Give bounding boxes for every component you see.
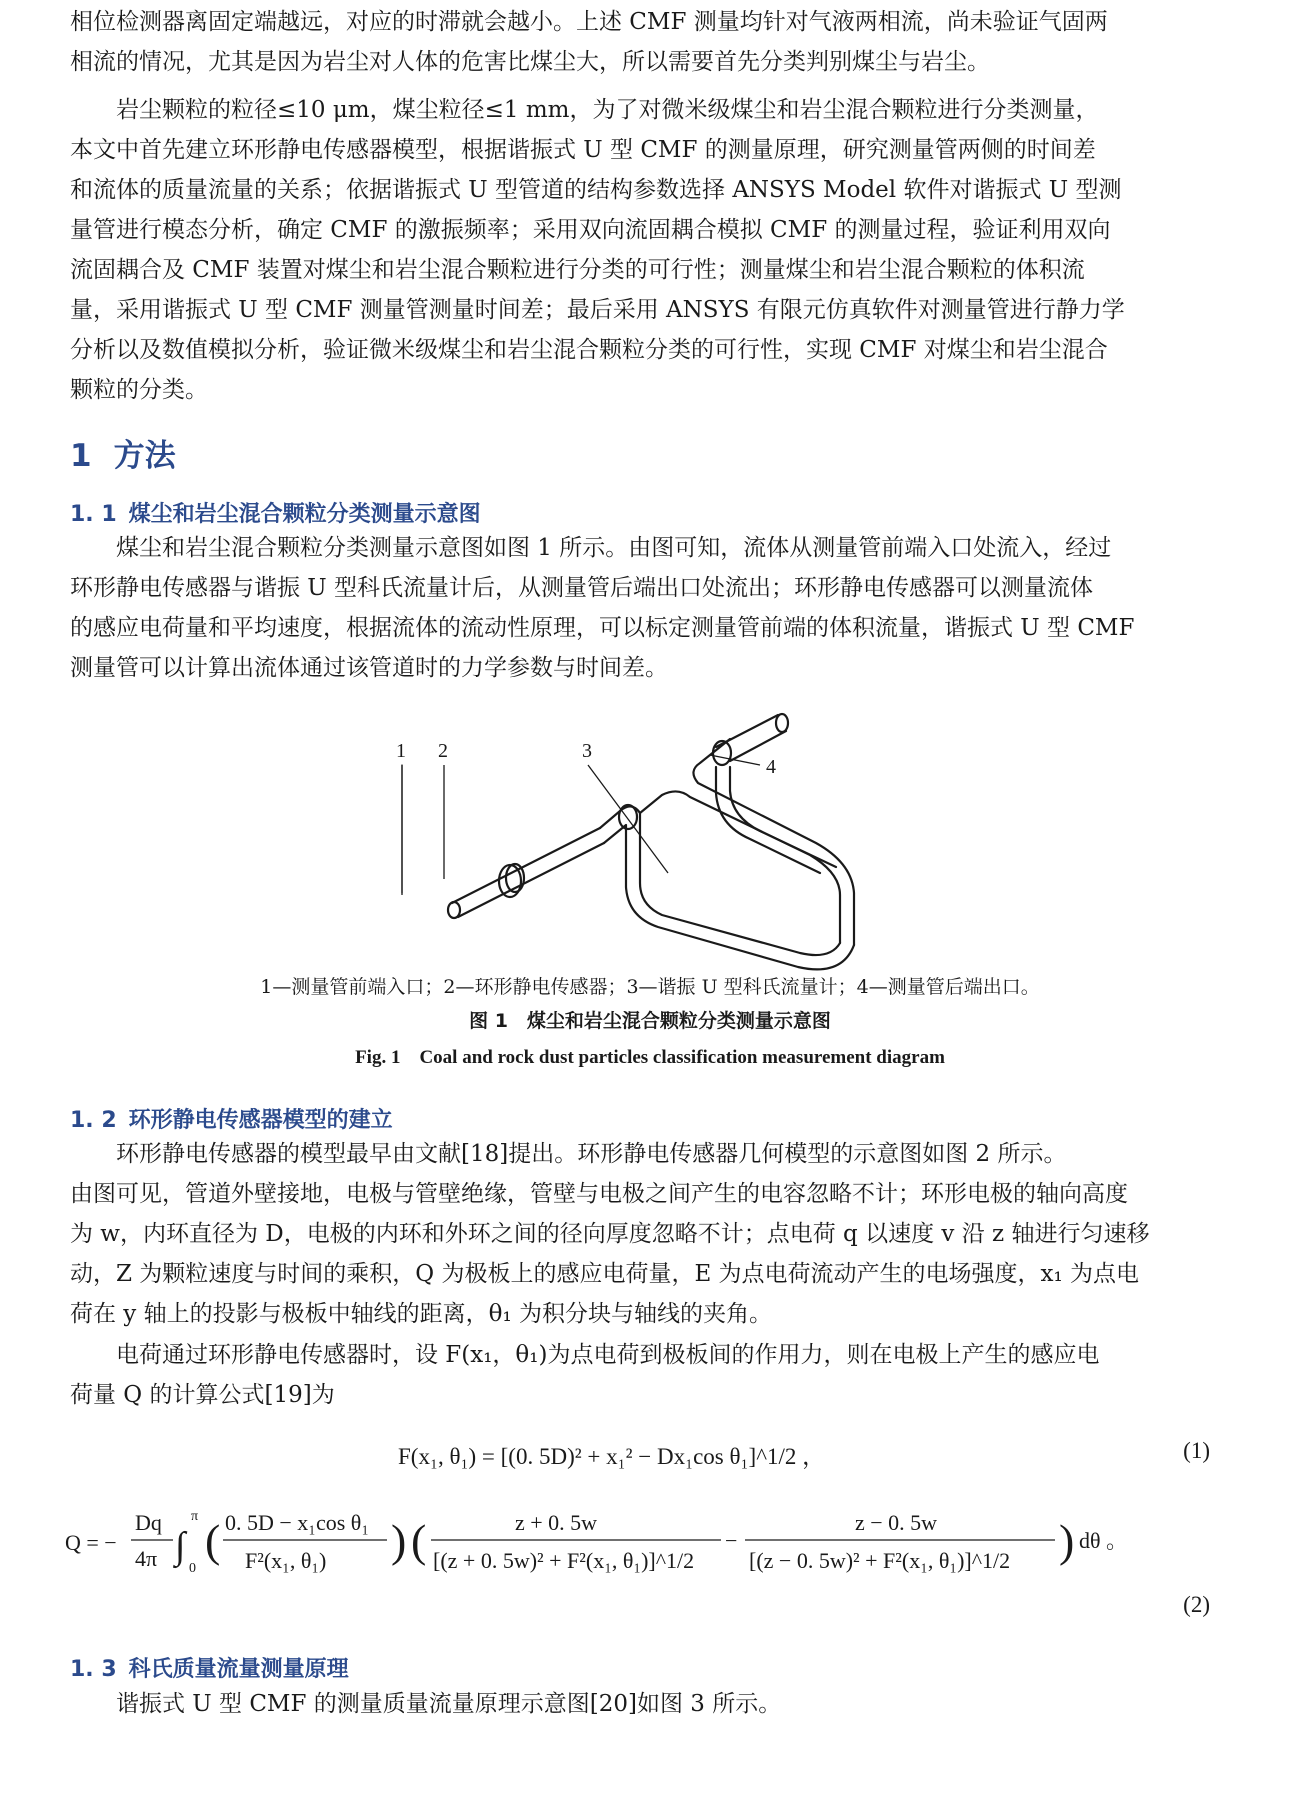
- text-line: 本文中首先建立环形静电传感器模型，根据谐振式 U 型 CMF 的测量原理，研究测量管两侧的时间差: [70, 137, 1096, 163]
- eq2-b-den: [(z + 0. 5w)² + F²(x₁, θ₁)]^1/2: [433, 1548, 695, 1573]
- eq2-integral: ∫: [175, 1525, 186, 1567]
- text-line: 岩尘颗粒的粒径≤10 μm，煤尘粒径≤1 mm，为了对微米级煤尘和岩尘混合颗粒进行分类测量，: [70, 97, 1099, 123]
- text-line: 量管进行模态分析，确定 CMF 的激振频率；采用双向流固耦合模拟 CMF 的测量过程，验证利用双向: [70, 217, 1111, 243]
- subsection-number: 1. 1: [70, 502, 117, 527]
- outlet-opening: [776, 714, 788, 732]
- text-line: 相位检测器离固定端越远，对应的时滞就会越小。上述 CMF 测量均针对气液两相流，尚未验证气固两: [70, 9, 1108, 35]
- text-line: 的感应电荷量和平均速度，根据流体的流动性原理，可以标定测量管前端的体积流量，谐振式 U 型 CMF: [70, 615, 1135, 641]
- charge-paragraph: [70, 1335, 1218, 1415]
- subsection-number: 1. 3: [70, 1657, 117, 1682]
- eq2-int-lower: 0: [189, 1561, 196, 1576]
- text-line: 荷量 Q 的计算公式[19]为: [70, 1382, 335, 1408]
- subsection-title: 科氏质量流量测量原理: [128, 1657, 349, 1682]
- text-line: 煤尘和岩尘混合颗粒分类测量示意图如图 1 所示。由图可知，流体从测量管前端入口处流入，经过: [70, 535, 1112, 561]
- text-line: 量，采用谐振式 U 型 CMF 测量管测量时间差；最后采用 ANSYS 有限元仿真软件对测量管进行静力学: [70, 297, 1125, 323]
- svg-text:): ): [1059, 1515, 1075, 1566]
- eq2-tail: dθ 。: [1079, 1528, 1129, 1553]
- figure-caption-cn: 图 1 煤尘和岩尘混合颗粒分类测量示意图: [469, 1010, 831, 1032]
- figure-legend: 1—测量管前端入口；2—环形静电传感器；3—谐振 U 型科氏流量计；4—测量管后端出口。: [260, 976, 1040, 998]
- figure-label-1: 1: [396, 740, 406, 762]
- eq2-frac1-den: 4π: [135, 1546, 158, 1571]
- text-line: 颗粒的分类。: [70, 377, 208, 403]
- text-line: 荷在 y 轴上的投影与极板中轴线的距离，θ₁ 为积分块与轴线的夹角。: [70, 1301, 772, 1327]
- inlet-pipe-top: [452, 828, 600, 903]
- sensor-model-paragraph: [70, 1134, 1218, 1334]
- eq2-a-num: 0. 5D − x₁cos θ₁: [225, 1510, 369, 1535]
- text-line: 环形静电传感器的模型最早由文献[18]提出。环形静电传感器几何模型的示意图如图 2 所示。: [70, 1141, 1067, 1167]
- section-number: 1: [70, 438, 92, 474]
- section-heading: [70, 430, 176, 475]
- subsection-title: 煤尘和岩尘混合颗粒分类测量示意图: [128, 502, 481, 527]
- figure-label-4: 4: [766, 756, 776, 778]
- subsection-heading: [70, 1652, 349, 1683]
- figure-1: [396, 705, 900, 995]
- subsection-title: 环形静电传感器模型的建立: [128, 1108, 393, 1133]
- inlet-pipe-bottom: [458, 843, 604, 917]
- text-line: 为 w，内环直径为 D，电极的内环和外环之间的径向厚度忽略不计；点电荷 q 以速度 v 沿 z 轴进行匀速移: [70, 1221, 1150, 1247]
- equation-2-number: (2): [1183, 1592, 1210, 1617]
- eq2-b-num: z + 0. 5w: [515, 1510, 598, 1535]
- text-line: 流固耦合及 CMF 装置对煤尘和岩尘混合颗粒进行分类的可行性；测量煤尘和岩尘混合颗粒的体积流: [70, 257, 1085, 283]
- text-line: 由图可见，管道外壁接地，电极与管壁绝缘，管壁与电极之间产生的电容忽略不计；环形电极的轴向高度: [70, 1181, 1128, 1207]
- leader-line-3: [588, 765, 668, 873]
- eq2-a-den: F²(x₁, θ₁): [245, 1548, 327, 1573]
- text-line: 谐振式 U 型 CMF 的测量质量流量原理示意图[20]如图 3 所示。: [70, 1691, 782, 1717]
- svg-text:): ): [391, 1515, 407, 1566]
- equation-1: F(x₁, θ₁) = [(0. 5D)² + x₁² − Dx₁cos θ₁]^1/2 ，: [398, 1444, 826, 1469]
- pipe-diagram: [396, 705, 900, 995]
- intro-paragraph: [70, 2, 1218, 82]
- svg-text:(: (: [205, 1515, 221, 1566]
- equation-2: [65, 1500, 1245, 1584]
- equation-1-number: (1): [1183, 1438, 1210, 1463]
- cmf-principle-paragraph: [70, 1684, 1218, 1724]
- subsection-number: 1. 2: [70, 1108, 117, 1133]
- eq2-c-num: z − 0. 5w: [855, 1510, 938, 1535]
- eq2-minus: −: [725, 1528, 738, 1553]
- figure-intro-paragraph: [70, 528, 1218, 688]
- text-line: 动，Z 为颗粒速度与时间的乘积，Q 为极板上的感应电荷量，E 为点电荷流动产生的电场强度，x₁ 为点电: [70, 1261, 1140, 1287]
- subsection-heading: [70, 497, 481, 528]
- text-line: 测量管可以计算出流体通过该管道时的力学参数与时间差。: [70, 655, 668, 681]
- figure-caption-en: Fig. 1 Coal and rock dust particles classification measurement diagram: [355, 1047, 945, 1068]
- eq2-frac1-num: Dq: [135, 1510, 162, 1535]
- text-line: 电荷通过环形静电传感器时，设 F(x₁，θ₁)为点电荷到极板间的作用力，则在电极上产生的感应电: [70, 1342, 1100, 1368]
- text-line: 和流体的质量流量的关系；依据谐振式 U 型管道的结构参数选择 ANSYS Model 软件对谐振式 U 型测: [70, 177, 1122, 203]
- eq2-c-den: [(z − 0. 5w)² + F²(x₁, θ₁)]^1/2: [749, 1548, 1011, 1573]
- svg-text:(: (: [411, 1515, 427, 1566]
- objective-paragraph: [70, 90, 1218, 410]
- inlet-opening: [448, 902, 460, 918]
- figure-label-3: 3: [582, 740, 592, 762]
- eq2-lhs: Q = −: [65, 1530, 117, 1555]
- outlet-pipe-top: [716, 715, 778, 747]
- figure-label-2: 2: [438, 740, 448, 762]
- text-line: 相流的情况，尤其是因为岩尘对人体的危害比煤尘大，所以需要首先分类判别煤尘与岩尘。: [70, 49, 990, 75]
- section-title: 方法: [113, 438, 176, 474]
- text-line: 分析以及数值模拟分析，验证微米级煤尘和岩尘混合颗粒分类的可行性，实现 CMF 对煤尘和岩尘混合: [70, 337, 1108, 363]
- eq2-int-upper: π: [191, 1509, 199, 1524]
- subsection-heading: [70, 1103, 393, 1134]
- text-line: 环形静电传感器与谐振 U 型科氏流量计后，从测量管后端出口处流出；环形静电传感器可以测量流体: [70, 575, 1094, 601]
